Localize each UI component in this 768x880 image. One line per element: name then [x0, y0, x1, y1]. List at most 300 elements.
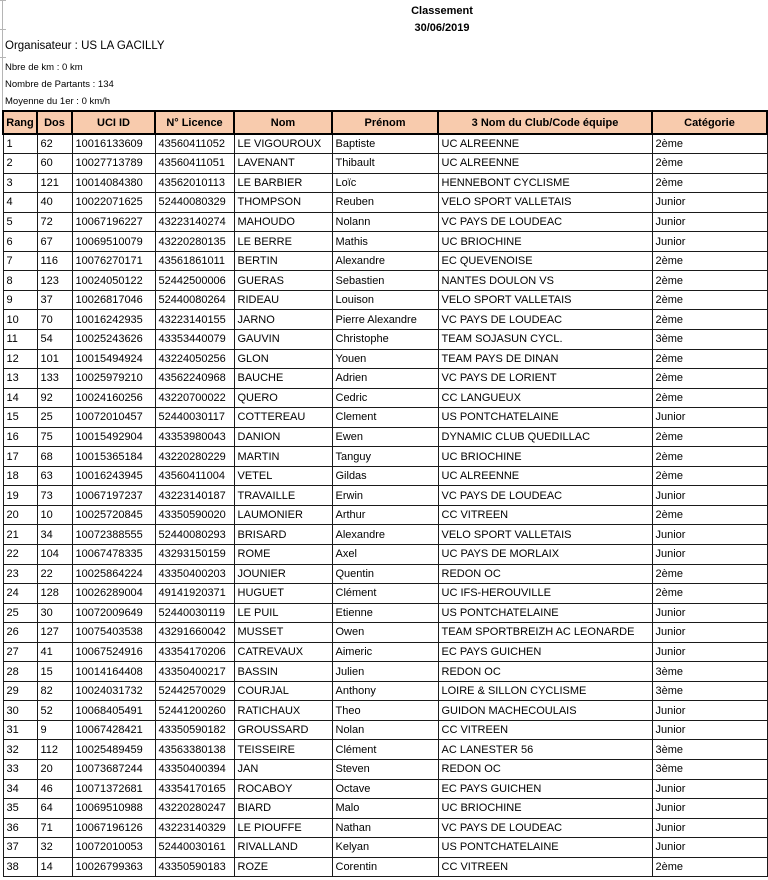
table-cell: LOIRE & SILLON CYCLISME [438, 681, 652, 701]
table-cell: 52440030161 [155, 838, 234, 858]
table-cell: BAUCHE [234, 369, 332, 389]
table-cell: 52442500006 [155, 271, 234, 291]
table-cell: 36 [3, 818, 37, 838]
table-cell: AC LANESTER 56 [438, 740, 652, 760]
table-cell: 10014084380 [72, 173, 155, 193]
table-cell: Louison [332, 290, 438, 310]
table-cell: 116 [37, 251, 72, 271]
table-cell: MAHOUDO [234, 212, 332, 232]
table-cell: Junior [652, 799, 767, 819]
table-cell: 10067196227 [72, 212, 155, 232]
table-cell: 43220280247 [155, 799, 234, 819]
table-cell: Nolann [332, 212, 438, 232]
table-row [3, 857, 767, 877]
table-cell: Steven [332, 760, 438, 780]
table-cell: 43354170165 [155, 779, 234, 799]
table-row [3, 642, 767, 662]
table-cell: 10068405491 [72, 701, 155, 721]
table-cell: 9 [3, 290, 37, 310]
table-cell: 10026289004 [72, 584, 155, 604]
table-cell: 20 [37, 760, 72, 780]
table-cell: 75 [37, 427, 72, 447]
table-row [3, 720, 767, 740]
table-cell: 28 [3, 662, 37, 682]
table-cell: 10025243626 [72, 329, 155, 349]
table-row [3, 779, 767, 799]
table-cell: 10076270171 [72, 251, 155, 271]
table-row [3, 701, 767, 721]
table-cell: 2ème [652, 310, 767, 330]
table-cell: Nathan [332, 818, 438, 838]
table-row [3, 623, 767, 643]
table-cell: LAVENANT [234, 154, 332, 174]
table-cell: 52440030117 [155, 408, 234, 428]
table-cell: Junior [652, 232, 767, 252]
table-cell: ROME [234, 544, 332, 564]
table-cell: 70 [37, 310, 72, 330]
table-cell: JARNO [234, 310, 332, 330]
column-header: Dos [37, 111, 72, 134]
table-cell: LE BARBIER [234, 173, 332, 193]
table-cell: 10067196126 [72, 818, 155, 838]
table-cell: COTTEREAU [234, 408, 332, 428]
table-cell: Ewen [332, 427, 438, 447]
table-row [3, 760, 767, 780]
table-cell: NANTES DOULON VS [438, 271, 652, 291]
table-cell: 34 [37, 525, 72, 545]
table-cell: LE BERRE [234, 232, 332, 252]
table-cell: 52440030119 [155, 603, 234, 623]
left-gridline [2, 0, 3, 110]
table-row [3, 505, 767, 525]
table-cell: 10016242935 [72, 310, 155, 330]
table-cell: LE PIOUFFE [234, 818, 332, 838]
table-cell: Arthur [332, 505, 438, 525]
table-cell: 43291660042 [155, 623, 234, 643]
table-row [3, 310, 767, 330]
table-cell: 43354170206 [155, 642, 234, 662]
table-row [3, 466, 767, 486]
table-cell: Cedric [332, 388, 438, 408]
table-cell: Junior [652, 818, 767, 838]
table-cell: MUSSET [234, 623, 332, 643]
table-cell: BERTIN [234, 251, 332, 271]
table-row [3, 193, 767, 213]
table-cell: Sebastien [332, 271, 438, 291]
table-cell: Junior [652, 838, 767, 858]
table-cell: 10014164408 [72, 662, 155, 682]
table-cell: 10025489459 [72, 740, 155, 760]
table-cell: 2ème [652, 271, 767, 291]
table-cell: 43223140274 [155, 212, 234, 232]
table-cell: EC QUEVENOISE [438, 251, 652, 271]
column-header: Nom [234, 111, 332, 134]
table-cell: 31 [3, 720, 37, 740]
table-cell: Theo [332, 701, 438, 721]
table-cell: 14 [3, 388, 37, 408]
table-cell: 10024050122 [72, 271, 155, 291]
table-cell: 112 [37, 740, 72, 760]
table-cell: 37 [37, 290, 72, 310]
table-cell: Aimeric [332, 642, 438, 662]
table-cell: VC PAYS DE LOUDEAC [438, 310, 652, 330]
table-row [3, 232, 767, 252]
table-cell: 10016133609 [72, 134, 155, 154]
table-cell: GUIDON MACHECOULAIS [438, 701, 652, 721]
table-cell: Junior [652, 720, 767, 740]
table-cell: 43223140187 [155, 486, 234, 506]
table-cell: 8 [3, 271, 37, 291]
table-cell: 38 [3, 857, 37, 877]
table-cell: 10071372681 [72, 779, 155, 799]
table-cell: LE PUIL [234, 603, 332, 623]
table-row [3, 681, 767, 701]
table-cell: Junior [652, 779, 767, 799]
table-cell: 2ème [652, 154, 767, 174]
table-cell: 127 [37, 623, 72, 643]
table-row [3, 349, 767, 369]
table-cell: Alexandre [332, 251, 438, 271]
table-cell: 43350590020 [155, 505, 234, 525]
table-cell: CC VITREEN [438, 505, 652, 525]
table-cell: 52440080329 [155, 193, 234, 213]
table-cell: 10026817046 [72, 290, 155, 310]
table-cell: 101 [37, 349, 72, 369]
table-row [3, 388, 767, 408]
table-cell: VC PAYS DE LOUDEAC [438, 486, 652, 506]
table-row [3, 799, 767, 819]
table-cell: Reuben [332, 193, 438, 213]
table-cell: 43350590183 [155, 857, 234, 877]
table-cell: 43350400203 [155, 564, 234, 584]
table-row [3, 154, 767, 174]
table-cell: 4 [3, 193, 37, 213]
table-row [3, 134, 767, 154]
table-cell: 3ème [652, 329, 767, 349]
table-row [3, 564, 767, 584]
table-cell: DYNAMIC CLUB QUEDILLAC [438, 427, 652, 447]
table-row [3, 838, 767, 858]
table-cell: 49141920371 [155, 584, 234, 604]
table-cell: CC VITREEN [438, 857, 652, 877]
table-cell: JOUNIER [234, 564, 332, 584]
table-cell: 2ème [652, 290, 767, 310]
table-cell: 10067197237 [72, 486, 155, 506]
table-cell: 10015492904 [72, 427, 155, 447]
table-cell: TEAM PAYS DE DINAN [438, 349, 652, 369]
table-cell: 2ème [652, 173, 767, 193]
table-cell: Youen [332, 349, 438, 369]
table-cell: 14 [37, 857, 72, 877]
page-title: Classement [411, 5, 473, 17]
table-cell: RATICHAUX [234, 701, 332, 721]
table-cell: Junior [652, 486, 767, 506]
table-cell: 2ème [652, 134, 767, 154]
table-cell: 9 [37, 720, 72, 740]
table-cell: 43223140329 [155, 818, 234, 838]
table-cell: 10073687244 [72, 760, 155, 780]
table-cell: COURJAL [234, 681, 332, 701]
table-cell: 67 [37, 232, 72, 252]
table-cell: LE VIGOUROUX [234, 134, 332, 154]
table-cell: 10072010053 [72, 838, 155, 858]
table-cell: 43562240968 [155, 369, 234, 389]
table-cell: 27 [3, 642, 37, 662]
table-cell: Erwin [332, 486, 438, 506]
table-cell: 43560411052 [155, 134, 234, 154]
table-row [3, 544, 767, 564]
table-cell: 43353980043 [155, 427, 234, 447]
table-cell: 1 [3, 134, 37, 154]
table-cell: Gildas [332, 466, 438, 486]
column-header: UCI ID [72, 111, 155, 134]
table-cell: REDON OC [438, 760, 652, 780]
table-cell: 25 [3, 603, 37, 623]
table-cell: 43220700022 [155, 388, 234, 408]
table-cell: UC IFS-HEROUVILLE [438, 584, 652, 604]
table-cell: TEAM SOJASUN CYCL. [438, 329, 652, 349]
table-cell: Etienne [332, 603, 438, 623]
event-date: 30/06/2019 [414, 22, 470, 34]
table-cell: Clement [332, 408, 438, 428]
table-cell: VELO SPORT VALLETAIS [438, 525, 652, 545]
table-cell: 2ème [652, 427, 767, 447]
table-cell: UC ALREENNE [438, 466, 652, 486]
column-header: Prénom [332, 111, 438, 134]
table-cell: Nolan [332, 720, 438, 740]
table-cell: Kelyan [332, 838, 438, 858]
table-cell: 52441200260 [155, 701, 234, 721]
table-cell: GLON [234, 349, 332, 369]
table-cell: EC PAYS GUICHEN [438, 642, 652, 662]
table-cell: CATREVAUX [234, 642, 332, 662]
table-cell: Octave [332, 779, 438, 799]
table-cell: QUERO [234, 388, 332, 408]
table-cell: 40 [37, 193, 72, 213]
table-cell: 43224050256 [155, 349, 234, 369]
table-row [3, 427, 767, 447]
table-row [3, 212, 767, 232]
table-cell: Malo [332, 799, 438, 819]
table-cell: 2ème [652, 388, 767, 408]
table-cell: 43293150159 [155, 544, 234, 564]
table-cell: Mathis [332, 232, 438, 252]
results-table [2, 110, 768, 877]
table-cell: 10075403538 [72, 623, 155, 643]
table-cell: RIDEAU [234, 290, 332, 310]
table-cell: 2ème [652, 349, 767, 369]
table-cell: REDON OC [438, 564, 652, 584]
table-row [3, 329, 767, 349]
table-cell: 73 [37, 486, 72, 506]
table-cell: 10024160256 [72, 388, 155, 408]
table-cell: 2ème [652, 584, 767, 604]
table-cell: 17 [3, 447, 37, 467]
table-cell: UC ALREENNE [438, 134, 652, 154]
table-cell: 54 [37, 329, 72, 349]
table-cell: 7 [3, 251, 37, 271]
header-row [3, 111, 767, 134]
table-cell: 2 [3, 154, 37, 174]
table-cell: 22 [37, 564, 72, 584]
table-cell: Owen [332, 623, 438, 643]
table-cell: 2ème [652, 564, 767, 584]
table-cell: 104 [37, 544, 72, 564]
table-cell: 3ème [652, 662, 767, 682]
table-cell: VETEL [234, 466, 332, 486]
gridline-tick [0, 29, 6, 30]
table-cell: 10025864224 [72, 564, 155, 584]
table-cell: Junior [652, 212, 767, 232]
table-row [3, 525, 767, 545]
table-cell: Anthony [332, 681, 438, 701]
table-cell: Julien [332, 662, 438, 682]
table-cell: MARTIN [234, 447, 332, 467]
table-cell: 43560411051 [155, 154, 234, 174]
table-cell: Clément [332, 584, 438, 604]
table-row [3, 584, 767, 604]
table-cell: 10015365184 [72, 447, 155, 467]
table-cell: 10025720845 [72, 505, 155, 525]
table-cell: 32 [3, 740, 37, 760]
table-cell: RIVALLAND [234, 838, 332, 858]
table-cell: 43562010113 [155, 173, 234, 193]
table-cell: 20 [3, 505, 37, 525]
table-cell: 30 [37, 603, 72, 623]
table-cell: BIARD [234, 799, 332, 819]
table-row [3, 290, 767, 310]
table-row [3, 603, 767, 623]
table-cell: 133 [37, 369, 72, 389]
gridline-tick [0, 57, 6, 58]
table-cell: 43353440079 [155, 329, 234, 349]
table-cell: Corentin [332, 857, 438, 877]
table-cell: Junior [652, 525, 767, 545]
table-cell: 10067428421 [72, 720, 155, 740]
table-cell: 10022071625 [72, 193, 155, 213]
table-cell: 30 [3, 701, 37, 721]
table-cell: 128 [37, 584, 72, 604]
table-cell: BASSIN [234, 662, 332, 682]
table-cell: 3ème [652, 681, 767, 701]
table-cell: REDON OC [438, 662, 652, 682]
table-cell: 10016243945 [72, 466, 155, 486]
table-cell: 23 [3, 564, 37, 584]
table-cell: 13 [3, 369, 37, 389]
table-cell: ROCABOY [234, 779, 332, 799]
table-cell: CC LANGUEUX [438, 388, 652, 408]
table-cell: 21 [3, 525, 37, 545]
table-cell: VC PAYS DE LORIENT [438, 369, 652, 389]
table-cell: 43350590182 [155, 720, 234, 740]
table-cell: US PONTCHATELAINE [438, 603, 652, 623]
table-cell: 10024031732 [72, 681, 155, 701]
table-cell: DANION [234, 427, 332, 447]
table-cell: JAN [234, 760, 332, 780]
table-cell: 2ème [652, 505, 767, 525]
table-cell: GUERAS [234, 271, 332, 291]
table-cell: 43561861011 [155, 251, 234, 271]
table-cell: 10072009649 [72, 603, 155, 623]
table-cell: 2ème [652, 857, 767, 877]
table-cell: 64 [37, 799, 72, 819]
table-cell: 2ème [652, 466, 767, 486]
table-cell: 6 [3, 232, 37, 252]
table-cell: TEAM SPORTBREIZH AC LEONARDE [438, 623, 652, 643]
table-cell: 71 [37, 818, 72, 838]
table-cell: 82 [37, 681, 72, 701]
column-header: N° Licence [155, 111, 234, 134]
document-header [58, 3, 768, 37]
table-cell: UC BRIOCHINE [438, 447, 652, 467]
table-cell: Junior [652, 544, 767, 564]
table-cell: 52442570029 [155, 681, 234, 701]
table-cell: 3ème [652, 760, 767, 780]
results-table-body [3, 134, 767, 877]
table-cell: 35 [3, 799, 37, 819]
table-cell: 43350400217 [155, 662, 234, 682]
table-cell: Adrien [332, 369, 438, 389]
table-cell: TEISSEIRE [234, 740, 332, 760]
table-cell: 24 [3, 584, 37, 604]
table-cell: 123 [37, 271, 72, 291]
table-cell: 10072388555 [72, 525, 155, 545]
table-cell: 41 [37, 642, 72, 662]
table-cell: US PONTCHATELAINE [438, 408, 652, 428]
table-cell: 52 [37, 701, 72, 721]
table-cell: Alexandre [332, 525, 438, 545]
table-cell: HUGUET [234, 584, 332, 604]
table-cell: Junior [652, 701, 767, 721]
table-cell: 10025979210 [72, 369, 155, 389]
table-cell: 11 [3, 329, 37, 349]
table-cell: 19 [3, 486, 37, 506]
table-cell: 26 [3, 623, 37, 643]
table-row [3, 447, 767, 467]
table-cell: UC ALREENNE [438, 154, 652, 174]
column-header: 3 Nom du Club/Code équipe [438, 111, 652, 134]
table-cell: 10 [37, 505, 72, 525]
table-row [3, 740, 767, 760]
table-cell: 43223140155 [155, 310, 234, 330]
table-cell: 10015494924 [72, 349, 155, 369]
table-cell: Junior [652, 193, 767, 213]
table-cell: VELO SPORT VALLETAIS [438, 290, 652, 310]
table-cell: 18 [3, 466, 37, 486]
table-cell: Loïc [332, 173, 438, 193]
table-cell: Axel [332, 544, 438, 564]
table-cell: EC PAYS GUICHEN [438, 779, 652, 799]
table-cell: Thibault [332, 154, 438, 174]
table-row [3, 173, 767, 193]
table-cell: 3 [3, 173, 37, 193]
table-cell: GROUSSARD [234, 720, 332, 740]
table-cell: 52440080264 [155, 290, 234, 310]
table-cell: 10067478335 [72, 544, 155, 564]
table-cell: 43563380138 [155, 740, 234, 760]
table-cell: 25 [37, 408, 72, 428]
table-cell: 43220280229 [155, 447, 234, 467]
table-row [3, 486, 767, 506]
table-cell: 5 [3, 212, 37, 232]
starters-line: Nombre de Partants : 134 [5, 79, 114, 90]
table-cell: 62 [37, 134, 72, 154]
table-cell: 10027713789 [72, 154, 155, 174]
table-cell: 22 [3, 544, 37, 564]
table-cell: UC PAYS DE MORLAIX [438, 544, 652, 564]
table-cell: 16 [3, 427, 37, 447]
table-cell: 92 [37, 388, 72, 408]
